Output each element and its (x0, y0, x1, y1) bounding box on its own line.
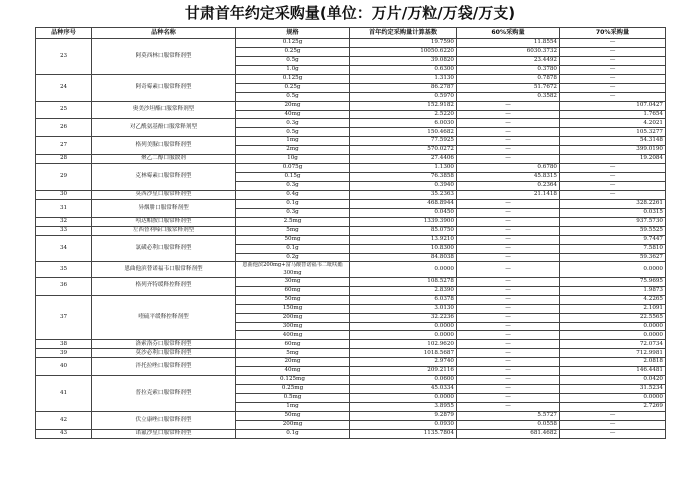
seventy-percent-cell: — (560, 92, 666, 101)
header-variety-no: 品种序号 (36, 28, 92, 39)
variety-number: 28 (36, 155, 92, 164)
sixty-percent-cell: 0.3780 (457, 65, 560, 74)
base-quantity-cell: 45.0334 (350, 385, 457, 394)
spec-cell: 0.15g (236, 173, 350, 182)
table-row (36, 235, 666, 244)
seventy-percent-cell: — (560, 411, 666, 420)
variety-number: 42 (36, 411, 92, 429)
seventy-percent-cell: — (560, 74, 666, 83)
seventy-percent-cell: — (560, 429, 666, 438)
spec-cell: 0.1g (236, 429, 350, 438)
table-row (36, 349, 666, 358)
seventy-percent-cell: 19.2084 (560, 155, 666, 164)
sixty-percent-cell: — (457, 128, 560, 137)
sixty-percent-cell: — (457, 110, 560, 119)
spec-cell: 5mg (236, 226, 350, 235)
spec-cell: 1.0g (236, 65, 350, 74)
spec-cell: 0.075g (236, 164, 350, 173)
variety-number: 27 (36, 137, 92, 155)
sixty-percent-cell: — (457, 376, 560, 385)
sixty-percent-cell: — (457, 277, 560, 286)
variety-number: 33 (36, 226, 92, 235)
base-quantity-cell: 76.3858 (350, 173, 457, 182)
variety-number: 39 (36, 349, 92, 358)
variety-number: 38 (36, 340, 92, 349)
sixty-percent-cell: 11.8554 (457, 39, 560, 48)
spec-cell: 0.125g (236, 74, 350, 83)
variety-number: 41 (36, 376, 92, 412)
spec-cell: 150mg (236, 304, 350, 313)
spec-cell: 0.25g (236, 47, 350, 56)
spec-cell: 50mg (236, 235, 350, 244)
spec-cell: 0.2g (236, 253, 350, 262)
seventy-percent-cell: 7.5810 (560, 244, 666, 253)
sixty-percent-cell: — (457, 155, 560, 164)
variety-name: 莫沙必利口服常释剂型 (92, 349, 236, 358)
seventy-percent-cell: 146.4481 (560, 367, 666, 376)
variety-number: 25 (36, 101, 92, 119)
spec-cell: 300mg (236, 322, 350, 331)
base-quantity-cell: 468.8944 (350, 199, 457, 208)
sixty-percent-cell: — (457, 253, 560, 262)
sixty-percent-cell: 51.7672 (457, 83, 560, 92)
base-quantity-cell: 35.2363 (350, 190, 457, 199)
sixty-percent-cell: 5.5727 (457, 411, 560, 420)
table-row (36, 39, 666, 48)
spec-cell: 0.5g (236, 92, 350, 101)
base-quantity-cell: 209.2116 (350, 367, 457, 376)
sixty-percent-cell: — (457, 349, 560, 358)
base-quantity-cell: 77.5925 (350, 137, 457, 146)
seventy-percent-cell: 712.9981 (560, 349, 666, 358)
seventy-percent-cell: 0.0000 (560, 331, 666, 340)
sixty-percent-cell: 45.8315 (457, 173, 560, 182)
spec-cell: 400mg (236, 331, 350, 340)
header-spec: 规格 (236, 28, 350, 39)
spec-cell: 0.125mg (236, 376, 350, 385)
sixty-percent-cell: — (457, 101, 560, 110)
sixty-percent-cell: 681.4682 (457, 429, 560, 438)
variety-name: 聚乙二醇口服散剂 (92, 155, 236, 164)
base-quantity-cell: 0.0000 (350, 262, 457, 277)
sixty-percent-cell: — (457, 146, 560, 155)
spec-cell: 30mg (236, 277, 350, 286)
base-quantity-cell: 0.0000 (350, 322, 457, 331)
variety-name: 异烟肼口服常释剂型 (92, 199, 236, 217)
base-quantity-cell: 0.6300 (350, 65, 457, 74)
base-quantity-cell: 0.0930 (350, 420, 457, 429)
variety-name: 氯磺必利口服常释剂型 (92, 235, 236, 262)
sixty-percent-cell: — (457, 137, 560, 146)
variety-number: 30 (36, 190, 92, 199)
variety-name: 对乙酰氨基酚口服常释剂型 (92, 119, 236, 137)
header-base-quantity: 首年约定采购量计算基数 (350, 28, 457, 39)
base-quantity-cell: 1135.7804 (350, 429, 457, 438)
base-quantity-cell: 19.7590 (350, 39, 457, 48)
base-quantity-cell: 570.0272 (350, 146, 457, 155)
base-quantity-cell: 84.8038 (350, 253, 457, 262)
variety-name: 莫西沙星口服常释剂型 (92, 190, 236, 199)
seventy-percent-cell: — (560, 47, 666, 56)
seventy-percent-cell: 105.3277 (560, 128, 666, 137)
base-quantity-cell: 1339.3900 (350, 217, 457, 226)
spec-cell: 60mg (236, 340, 350, 349)
seventy-percent-cell: 937.5730 (560, 217, 666, 226)
seventy-percent-cell: — (560, 65, 666, 74)
seventy-percent-cell: 2.0818 (560, 358, 666, 367)
spec-cell: 20mg (236, 101, 350, 110)
seventy-percent-cell: 1.9873 (560, 286, 666, 295)
variety-number: 31 (36, 199, 92, 217)
base-quantity-cell: 0.3940 (350, 182, 457, 191)
table-row (36, 190, 666, 199)
table-row (36, 226, 666, 235)
seventy-percent-cell: — (560, 420, 666, 429)
spec-cell: 0.3g (236, 119, 350, 128)
table-row (36, 119, 666, 128)
base-quantity-cell: 10.8300 (350, 244, 457, 253)
sixty-percent-cell: — (457, 295, 560, 304)
variety-number: 43 (36, 429, 92, 438)
sixty-percent-cell: — (457, 244, 560, 253)
spec-cell: 0.1g (236, 244, 350, 253)
sixty-percent-cell: — (457, 217, 560, 226)
spec-cell: 1mg (236, 402, 350, 411)
base-quantity-cell: 2.9740 (350, 358, 457, 367)
table-row (36, 376, 666, 385)
spec-cell: 0.3g (236, 208, 350, 217)
spec-cell: 10g (236, 155, 350, 164)
variety-number: 24 (36, 74, 92, 101)
sixty-percent-cell: 23.4492 (457, 56, 560, 65)
table-row (36, 164, 666, 173)
table-row (36, 340, 666, 349)
base-quantity-cell: 102.9620 (350, 340, 457, 349)
table-row (36, 101, 666, 110)
table-header-row (36, 28, 666, 39)
sixty-percent-cell: — (457, 208, 560, 217)
sixty-percent-cell: — (457, 402, 560, 411)
base-quantity-cell: 0.0000 (350, 331, 457, 340)
table-row (36, 155, 666, 164)
base-quantity-cell: 108.5278 (350, 277, 457, 286)
variety-number: 29 (36, 164, 92, 191)
variety-name: 奥美沙坦酯口服常释剂型 (92, 101, 236, 119)
spec-cell: 200mg (236, 420, 350, 429)
seventy-percent-cell: 0.0315 (560, 208, 666, 217)
spec-cell: 60mg (236, 286, 350, 295)
page-title: 甘肃首年约定采购量(单位：万片/万粒/万袋/万支) (184, 4, 516, 22)
variety-name: 格列齐特缓释控释剂型 (92, 277, 236, 295)
seventy-percent-cell: — (560, 164, 666, 173)
base-quantity-cell: 85.0750 (350, 226, 457, 235)
sixty-percent-cell: 0.0558 (457, 420, 560, 429)
table-row (36, 262, 666, 277)
base-quantity-cell: 1.3130 (350, 74, 457, 83)
seventy-percent-cell: 59.5525 (560, 226, 666, 235)
seventy-percent-cell: 75.9695 (560, 277, 666, 286)
seventy-percent-cell: 1.7654 (560, 110, 666, 119)
spec-cell: 0.25mg (236, 385, 350, 394)
seventy-percent-cell: 2.1091 (560, 304, 666, 313)
table-row (36, 137, 666, 146)
variety-number: 37 (36, 295, 92, 340)
sixty-percent-cell: — (457, 226, 560, 235)
base-quantity-cell: 27.4406 (350, 155, 457, 164)
seventy-percent-cell: 4.2021 (560, 119, 666, 128)
spec-cell: 20mg (236, 358, 350, 367)
sixty-percent-cell: — (457, 235, 560, 244)
spec-cell: 40mg (236, 110, 350, 119)
spec-cell: 恩曲他滨200mg+富马酸替诺福韦二吡呋酯300mg (236, 262, 350, 277)
variety-number: 32 (36, 217, 92, 226)
base-quantity-cell: 150.4682 (350, 128, 457, 137)
variety-name: 普拉克索口服常释剂型 (92, 376, 236, 412)
header-70-percent: 70%采购量 (560, 28, 666, 39)
base-quantity-cell: 6.0378 (350, 295, 457, 304)
seventy-percent-cell: 107.0427 (560, 101, 666, 110)
base-quantity-cell: 152.9182 (350, 101, 457, 110)
variety-name: 克林霉素口服常释剂型 (92, 164, 236, 191)
sixty-percent-cell: — (457, 385, 560, 394)
spec-cell: 1mg (236, 137, 350, 146)
seventy-percent-cell: 0.0000 (560, 394, 666, 403)
sixty-percent-cell: 0.3582 (457, 92, 560, 101)
base-quantity-cell: 2.8390 (350, 286, 457, 295)
spec-cell: 50mg (236, 295, 350, 304)
variety-number: 40 (36, 358, 92, 376)
seventy-percent-cell: 31.5234 (560, 385, 666, 394)
variety-number: 34 (36, 235, 92, 262)
sixty-percent-cell: — (457, 119, 560, 128)
sixty-percent-cell: 0.6780 (457, 164, 560, 173)
seventy-percent-cell: 4.2265 (560, 295, 666, 304)
spec-cell: 200mg (236, 313, 350, 322)
spec-cell: 0.5g (236, 128, 350, 137)
sixty-percent-cell: 21.1418 (457, 190, 560, 199)
base-quantity-cell: 10050.6220 (350, 47, 457, 56)
sixty-percent-cell: 6030.3732 (457, 47, 560, 56)
variety-name: 洛索洛芬口服常释剂型 (92, 340, 236, 349)
table-row (36, 295, 666, 304)
base-quantity-cell: 0.0000 (350, 394, 457, 403)
base-quantity-cell: 0.0600 (350, 376, 457, 385)
spec-cell: 2.5mg (236, 217, 350, 226)
variety-name: 左西替利嗪口服常释剂型 (92, 226, 236, 235)
header-60-percent: 60%采购量 (457, 28, 560, 39)
seventy-percent-cell: — (560, 173, 666, 182)
base-quantity-cell: 1018.5687 (350, 349, 457, 358)
procurement-table (35, 27, 666, 439)
sixty-percent-cell: 0.7878 (457, 74, 560, 83)
seventy-percent-cell: — (560, 190, 666, 199)
seventy-percent-cell: 22.5565 (560, 313, 666, 322)
base-quantity-cell: 3.0130 (350, 304, 457, 313)
variety-number: 23 (36, 39, 92, 75)
base-quantity-cell: 13.9210 (350, 235, 457, 244)
seventy-percent-cell: 54.3148 (560, 137, 666, 146)
spec-cell: 0.5g (236, 56, 350, 65)
spec-cell: 0.1g (236, 199, 350, 208)
sixty-percent-cell: — (457, 199, 560, 208)
variety-number: 26 (36, 119, 92, 137)
variety-name: 阿莫西林口服常释剂型 (92, 39, 236, 75)
table-row (36, 277, 666, 286)
table-row (36, 358, 666, 367)
spec-cell: 2mg (236, 146, 350, 155)
spec-cell: 50mg (236, 411, 350, 420)
base-quantity-cell: 1.1300 (350, 164, 457, 173)
base-quantity-cell: 3.8955 (350, 402, 457, 411)
table-row (36, 199, 666, 208)
variety-name: 阿奇霉素口服常释剂型 (92, 74, 236, 101)
sixty-percent-cell: — (457, 286, 560, 295)
variety-name: 吲达帕胺口服常释剂型 (92, 217, 236, 226)
variety-number: 36 (36, 277, 92, 295)
seventy-percent-cell: — (560, 39, 666, 48)
seventy-percent-cell: — (560, 182, 666, 191)
seventy-percent-cell: 0.0420 (560, 376, 666, 385)
base-quantity-cell: 2.5220 (350, 110, 457, 119)
seventy-percent-cell: 72.0734 (560, 340, 666, 349)
sixty-percent-cell: — (457, 331, 560, 340)
spec-cell: 0.3g (236, 182, 350, 191)
sixty-percent-cell: — (457, 304, 560, 313)
spec-cell: 0.125g (236, 39, 350, 48)
header-variety-name: 品种名称 (92, 28, 236, 39)
sixty-percent-cell: — (457, 262, 560, 277)
seventy-percent-cell: 399.0190 (560, 146, 666, 155)
base-quantity-cell: 0.0450 (350, 208, 457, 217)
seventy-percent-cell: 0.0000 (560, 322, 666, 331)
variety-name: 泮托拉唑口服常释剂型 (92, 358, 236, 376)
sixty-percent-cell: — (457, 322, 560, 331)
sixty-percent-cell: — (457, 367, 560, 376)
variety-name: 格列美脲口服常释剂型 (92, 137, 236, 155)
base-quantity-cell: 9.2879 (350, 411, 457, 420)
sixty-percent-cell: — (457, 340, 560, 349)
variety-name: 喹硫平缓释控释剂型 (92, 295, 236, 340)
sixty-percent-cell: — (457, 313, 560, 322)
spec-cell: 0.4g (236, 190, 350, 199)
variety-name: 伏立康唑口服常释剂型 (92, 411, 236, 429)
seventy-percent-cell: — (560, 83, 666, 92)
spec-cell: 0.5mg (236, 394, 350, 403)
variety-name: 诺氟沙星口服常释剂型 (92, 429, 236, 438)
seventy-percent-cell: 0.0000 (560, 262, 666, 277)
seventy-percent-cell: — (560, 56, 666, 65)
seventy-percent-cell: 2.7269 (560, 402, 666, 411)
spec-cell: 0.25g (236, 83, 350, 92)
base-quantity-cell: 32.2236 (350, 313, 457, 322)
base-quantity-cell: 39.0820 (350, 56, 457, 65)
seventy-percent-cell: 9.7447 (560, 235, 666, 244)
sixty-percent-cell: — (457, 358, 560, 367)
table-row (36, 411, 666, 420)
base-quantity-cell: 6.0030 (350, 119, 457, 128)
base-quantity-cell: 0.5970 (350, 92, 457, 101)
table-row (36, 429, 666, 438)
spec-cell: 5mg (236, 349, 350, 358)
base-quantity-cell: 86.2787 (350, 83, 457, 92)
variety-name: 恩曲他滨替诺福韦口服常释剂型 (92, 262, 236, 277)
table-row (36, 217, 666, 226)
table-row (36, 74, 666, 83)
table-body (36, 39, 666, 439)
seventy-percent-cell: 59.3627 (560, 253, 666, 262)
sixty-percent-cell: 0.2364 (457, 182, 560, 191)
sixty-percent-cell: — (457, 394, 560, 403)
variety-number: 35 (36, 262, 92, 277)
spec-cell: 40mg (236, 367, 350, 376)
seventy-percent-cell: 328.2261 (560, 199, 666, 208)
